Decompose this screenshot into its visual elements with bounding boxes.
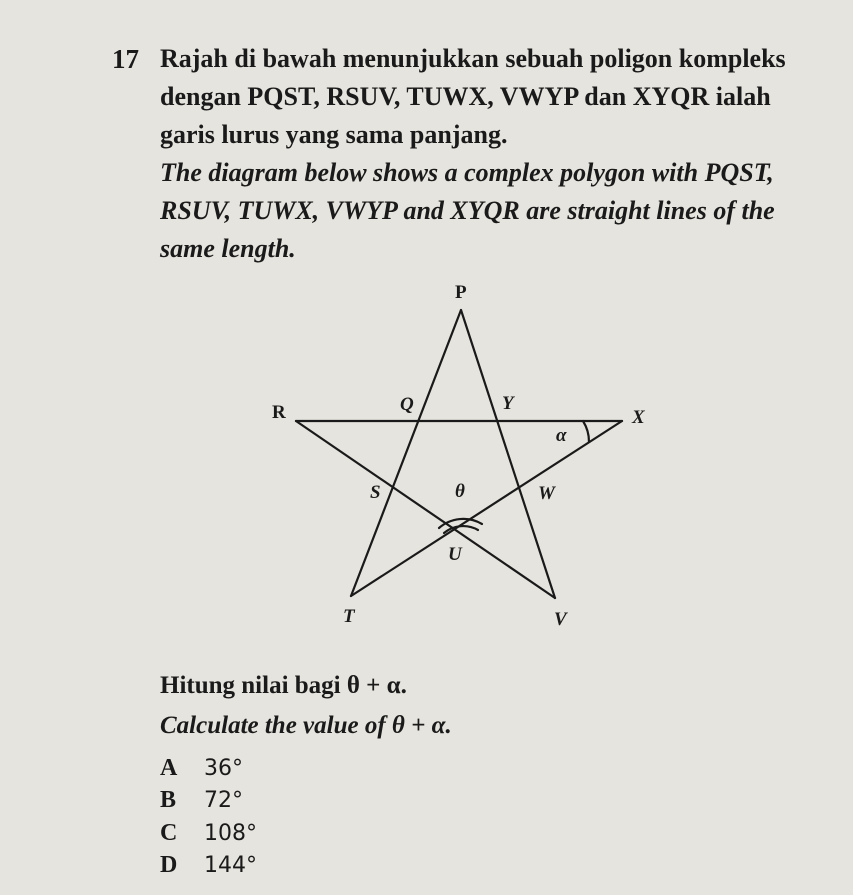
line-tuwx — [351, 421, 622, 596]
label-r: R — [272, 402, 286, 423]
label-q: Q — [400, 394, 414, 415]
option-a-key: A — [160, 755, 178, 781]
option-c[interactable] — [160, 820, 257, 847]
label-t: T — [343, 606, 355, 627]
option-b-key: B — [160, 787, 177, 813]
prompt-malay: Hitung nilai bagi θ + α. — [160, 672, 407, 699]
question-number: 17 — [112, 44, 139, 74]
option-d-value: 144° — [204, 853, 257, 878]
label-u: U — [448, 544, 462, 565]
option-a[interactable] — [160, 755, 243, 782]
label-p: P — [455, 282, 467, 303]
label-x: X — [632, 407, 645, 428]
label-alpha: α — [556, 425, 567, 446]
prompt-english: Calculate the value of θ + α. — [160, 712, 452, 739]
option-b-value: 72° — [204, 788, 243, 813]
label-theta: θ — [455, 481, 465, 502]
option-c-key: C — [160, 820, 178, 846]
option-d[interactable] — [160, 852, 257, 879]
label-w: W — [538, 483, 555, 504]
label-s: S — [370, 482, 381, 503]
option-a-value: 36° — [204, 756, 243, 781]
line-pqst — [351, 310, 461, 596]
angle-alpha-arc — [583, 421, 589, 442]
line-rsuv — [296, 421, 555, 598]
label-y: Y — [502, 393, 514, 414]
option-c-value: 108° — [204, 821, 257, 846]
question-text-english: The diagram below shows a complex polygon with PQST, RSUV, TUWX, VWYP and XYQR are straight lines of the same length. — [160, 158, 775, 263]
option-b[interactable] — [160, 787, 243, 814]
option-d-key: D — [160, 852, 178, 878]
line-vwyp — [461, 310, 555, 598]
question-text-malay: Rajah di bawah menunjukkan sebuah poligon kompleks dengan PQST, RSUV, TUWX, VWYP dan XYQR ialah garis lurus yang sama panjang. — [160, 44, 786, 149]
label-v: V — [554, 609, 567, 630]
